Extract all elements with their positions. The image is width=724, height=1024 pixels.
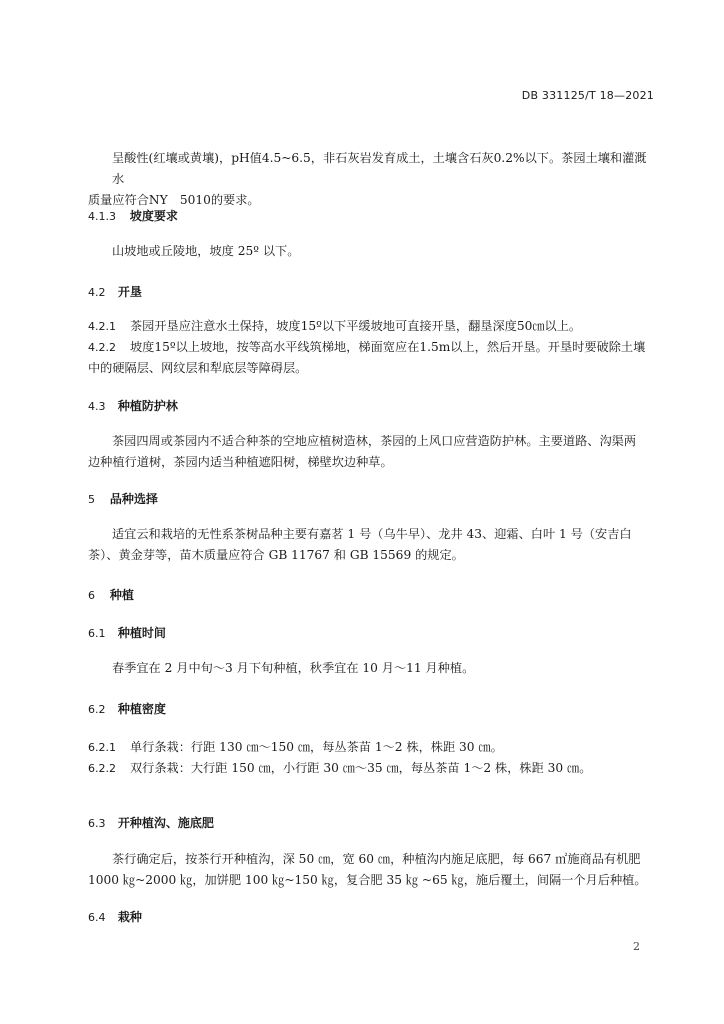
clause-number: 6.2.1 xyxy=(88,741,116,754)
text-line: 呈酸性(红壤或黄壤)，pH值4.5~6.5，非石灰岩发育成土，土壤含石灰0.2%以下。茶园土壤和灌溉水 xyxy=(112,151,647,186)
section-title: 开垦 xyxy=(117,285,142,299)
clause-4-2-1 xyxy=(88,316,648,337)
section-title: 种植密度 xyxy=(117,702,166,716)
section-heading-6-3 xyxy=(88,814,214,831)
paragraph-trench-fertilizer xyxy=(88,849,648,891)
section-heading-4-3 xyxy=(88,397,178,414)
page-number: 2 xyxy=(633,940,640,953)
section-number: 6.3 xyxy=(88,817,106,830)
text-line: 茶行确定后，按茶行开种植沟，深 50 ㎝，宽 60 ㎝，种植沟内施足底肥，每 667 ㎡施商品有机肥 xyxy=(112,852,641,866)
clause-text: 茶园开垦应注意水土保持，坡度15º以下平缓坡地可直接开垦，翻垦深度50㎝以上。 xyxy=(130,319,582,333)
section-heading-4-2 xyxy=(88,283,142,300)
section-heading-5 xyxy=(88,490,158,507)
document-code-header: DB 331125/T 18—2021 xyxy=(521,89,654,102)
section-number: 6.2 xyxy=(88,703,106,716)
section-number: 4.1.3 xyxy=(88,210,116,223)
text-line: 质量应符合NY 5010的要求。 xyxy=(88,193,260,207)
section-heading-6-1 xyxy=(88,624,166,641)
paragraph-varieties xyxy=(88,524,648,566)
section-number: 4.2 xyxy=(88,286,106,299)
section-heading-6-2 xyxy=(88,700,166,717)
text-line: 春季宜在 2 月中旬～3 月下旬种植，秋季宜在 10 月～11 月种植。 xyxy=(112,661,475,675)
text-line: 山坡地或丘陵地，坡度 25º 以下。 xyxy=(112,244,300,258)
clause-text: 单行条栽：行距 130 ㎝～150 ㎝，每丛茶苗 1～2 株，株距 30 ㎝。 xyxy=(130,740,503,754)
section-number: 6 xyxy=(88,589,95,602)
clause-number: 4.2.1 xyxy=(88,320,116,333)
section-title: 坡度要求 xyxy=(129,209,178,223)
section-heading-4-1-3 xyxy=(88,207,178,224)
section-title: 种植 xyxy=(109,588,134,602)
clause-6-2-2 xyxy=(88,758,648,779)
paragraph-soil-quality xyxy=(88,148,648,211)
section-number: 4.3 xyxy=(88,400,106,413)
paragraph-planting-time xyxy=(88,658,648,679)
clause-number: 6.2.2 xyxy=(88,762,116,775)
paragraph-slope xyxy=(88,241,648,262)
text-line: 适宜云和栽培的无性系茶树品种主要有嘉茗 1 号（乌牛早）、龙井 43、迎霜、白叶 1 号（安吉白 xyxy=(112,527,632,541)
clause-number: 4.2.2 xyxy=(88,341,116,354)
text-line: 1000 ㎏~2000 ㎏，加饼肥 100 ㎏~150 ㎏，复合肥 35 ㎏ ~65 ㎏，施后覆土，间隔一个月后种植。 xyxy=(88,873,647,887)
text-line: 中的硬隔层、网纹层和犁底层等障碍层。 xyxy=(88,361,308,375)
section-title: 栽种 xyxy=(117,910,142,924)
section-heading-6-4 xyxy=(88,908,142,925)
section-number: 6.4 xyxy=(88,911,106,924)
section-title: 种植时间 xyxy=(117,626,166,640)
paragraph-shelter-forest xyxy=(88,431,648,473)
clause-4-2-2 xyxy=(88,337,648,379)
text-line: 茶）、黄金芽等，苗木质量应符合 GB 11767 和 GB 15569 的规定。 xyxy=(88,548,464,562)
section-number: 5 xyxy=(88,493,95,506)
clause-text: 双行条栽：大行距 150 ㎝，小行距 30 ㎝～35 ㎝，每丛茶苗 1～2 株，株距 30 ㎝。 xyxy=(130,761,592,775)
text-line: 边种植行道树，茶园内适当种植遮阳树，梯壁坎边种草。 xyxy=(88,455,393,469)
section-heading-6 xyxy=(88,586,134,603)
section-title: 种植防护林 xyxy=(117,399,178,413)
section-number: 6.1 xyxy=(88,627,106,640)
clause-6-2-1 xyxy=(88,737,648,758)
section-title: 开种植沟、施底肥 xyxy=(117,816,214,830)
text-line: 茶园四周或茶园内不适合种茶的空地应植树造林，茶园的上风口应营造防护林。主要道路、沟渠两 xyxy=(112,434,637,448)
clause-text: 坡度15º以上坡地，按等高水平线筑梯地，梯面宽应在1.5m以上，然后开垦。开垦时要破除土壤 xyxy=(130,340,646,354)
section-title: 品种选择 xyxy=(109,492,158,506)
